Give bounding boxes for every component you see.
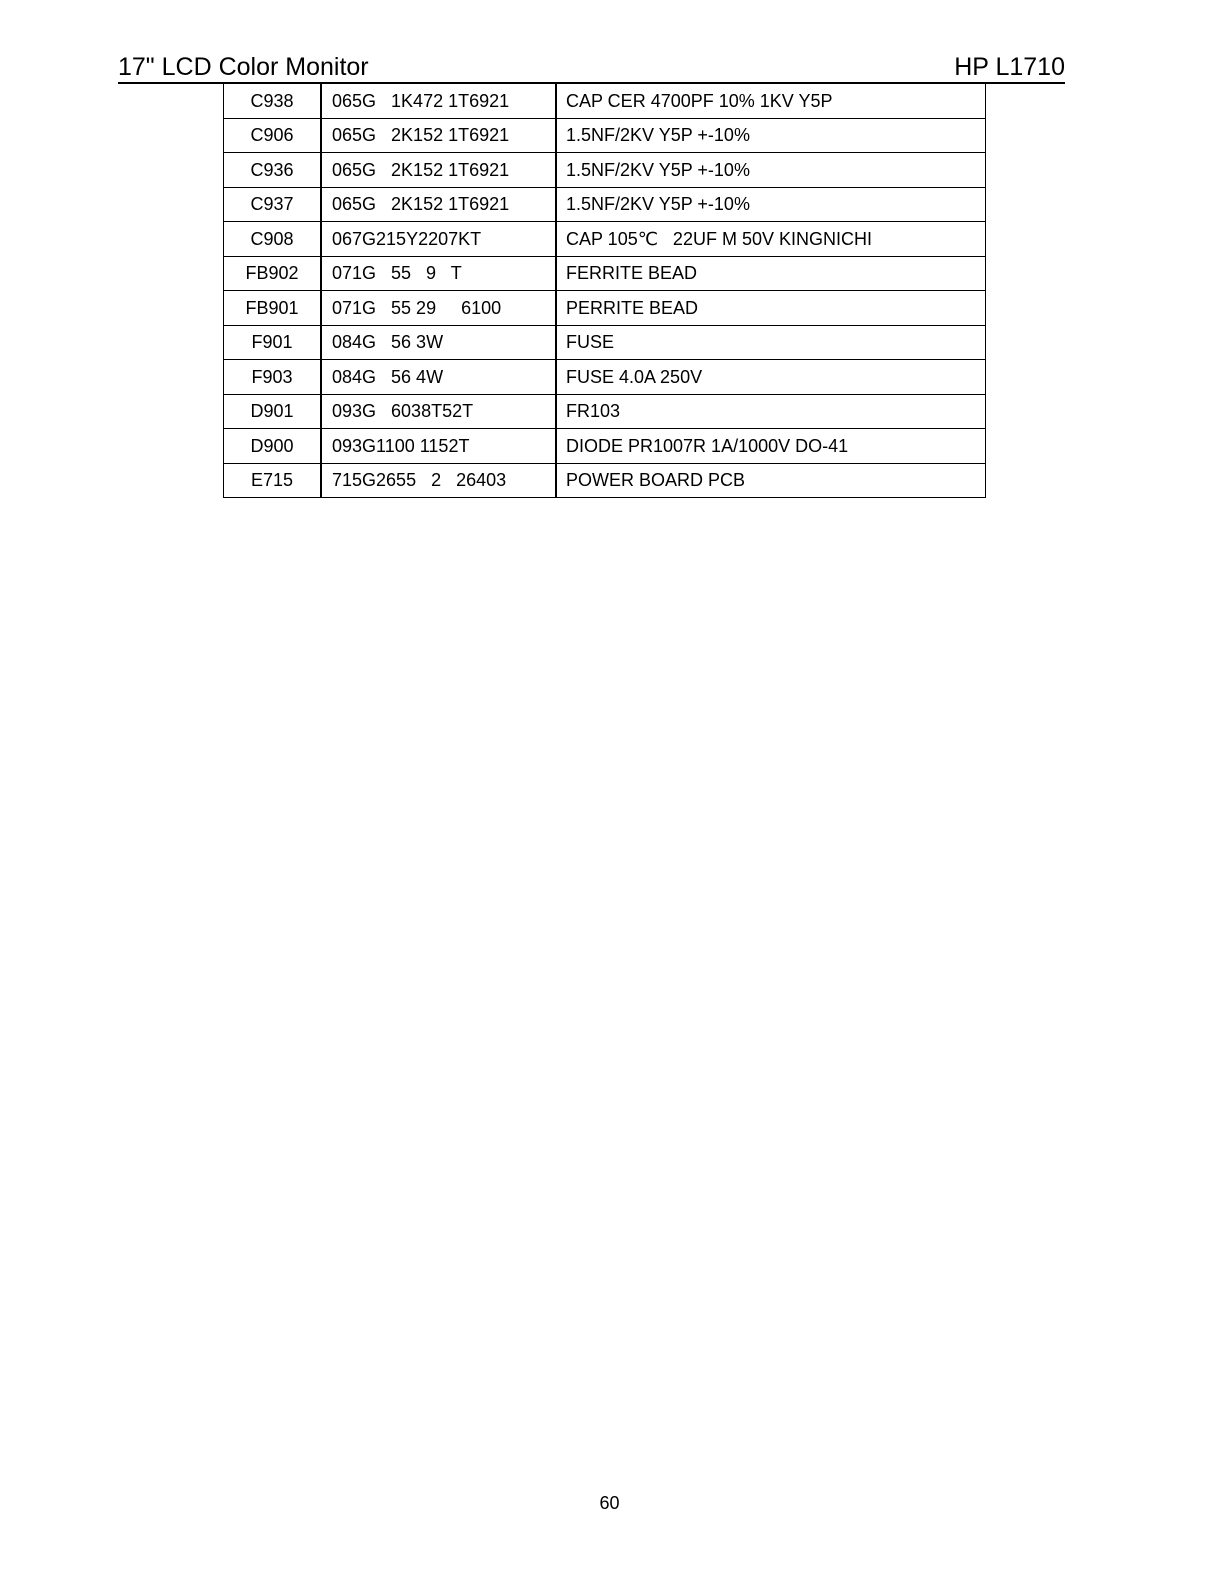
parts-list-body — [224, 84, 986, 498]
part-number-cell: 067G215Y2207KT — [321, 222, 556, 257]
table-row — [224, 84, 986, 119]
description-cell: FUSE 4.0A 250V — [556, 360, 986, 395]
table-row — [224, 256, 986, 291]
description-cell: FUSE — [556, 325, 986, 360]
description-cell: 1.5NF/2KV Y5P +-10% — [556, 153, 986, 188]
part-number-cell: 093G1100 1152T — [321, 429, 556, 464]
reference-cell: D901 — [224, 394, 322, 429]
model-name: HP L1710 — [954, 53, 1065, 81]
document-title: 17" LCD Color Monitor — [118, 53, 369, 81]
part-number-cell: 084G 56 3W — [321, 325, 556, 360]
table-row — [224, 118, 986, 153]
table-row — [224, 291, 986, 326]
parts-list-table — [223, 83, 986, 498]
part-number-cell: 071G 55 9 T — [321, 256, 556, 291]
part-number-cell: 065G 1K472 1T6921 — [321, 84, 556, 119]
table-row — [224, 153, 986, 188]
table-row — [224, 360, 986, 395]
part-number-cell: 093G 6038T52T — [321, 394, 556, 429]
description-cell: FERRITE BEAD — [556, 256, 986, 291]
reference-cell: C906 — [224, 118, 322, 153]
table-row — [224, 394, 986, 429]
part-number-cell: 065G 2K152 1T6921 — [321, 153, 556, 188]
description-cell: DIODE PR1007R 1A/1000V DO-41 — [556, 429, 986, 464]
table-row — [224, 463, 986, 498]
description-cell: 1.5NF/2KV Y5P +-10% — [556, 187, 986, 222]
table-row — [224, 325, 986, 360]
part-number-cell: 071G 55 29 6100 — [321, 291, 556, 326]
part-number-cell: 065G 2K152 1T6921 — [321, 118, 556, 153]
reference-cell: E715 — [224, 463, 322, 498]
description-cell: POWER BOARD PCB — [556, 463, 986, 498]
part-number-cell: 065G 2K152 1T6921 — [321, 187, 556, 222]
description-cell: PERRITE BEAD — [556, 291, 986, 326]
reference-cell: C938 — [224, 84, 322, 119]
description-cell: FR103 — [556, 394, 986, 429]
page-number: 60 — [599, 1493, 620, 1513]
table-row — [224, 429, 986, 464]
reference-cell: F901 — [224, 325, 322, 360]
description-cell: CAP 105℃ 22UF M 50V KINGNICHI — [556, 222, 986, 257]
reference-cell: C937 — [224, 187, 322, 222]
part-number-cell: 084G 56 4W — [321, 360, 556, 395]
reference-cell: FB901 — [224, 291, 322, 326]
reference-cell: D900 — [224, 429, 322, 464]
part-number-cell: 715G2655 2 26403 — [321, 463, 556, 498]
page-header — [118, 52, 1065, 84]
table-row — [224, 222, 986, 257]
reference-cell: F903 — [224, 360, 322, 395]
reference-cell: C908 — [224, 222, 322, 257]
description-cell: CAP CER 4700PF 10% 1KV Y5P — [556, 84, 986, 119]
description-cell: 1.5NF/2KV Y5P +-10% — [556, 118, 986, 153]
table-row — [224, 187, 986, 222]
reference-cell: C936 — [224, 153, 322, 188]
reference-cell: FB902 — [224, 256, 322, 291]
